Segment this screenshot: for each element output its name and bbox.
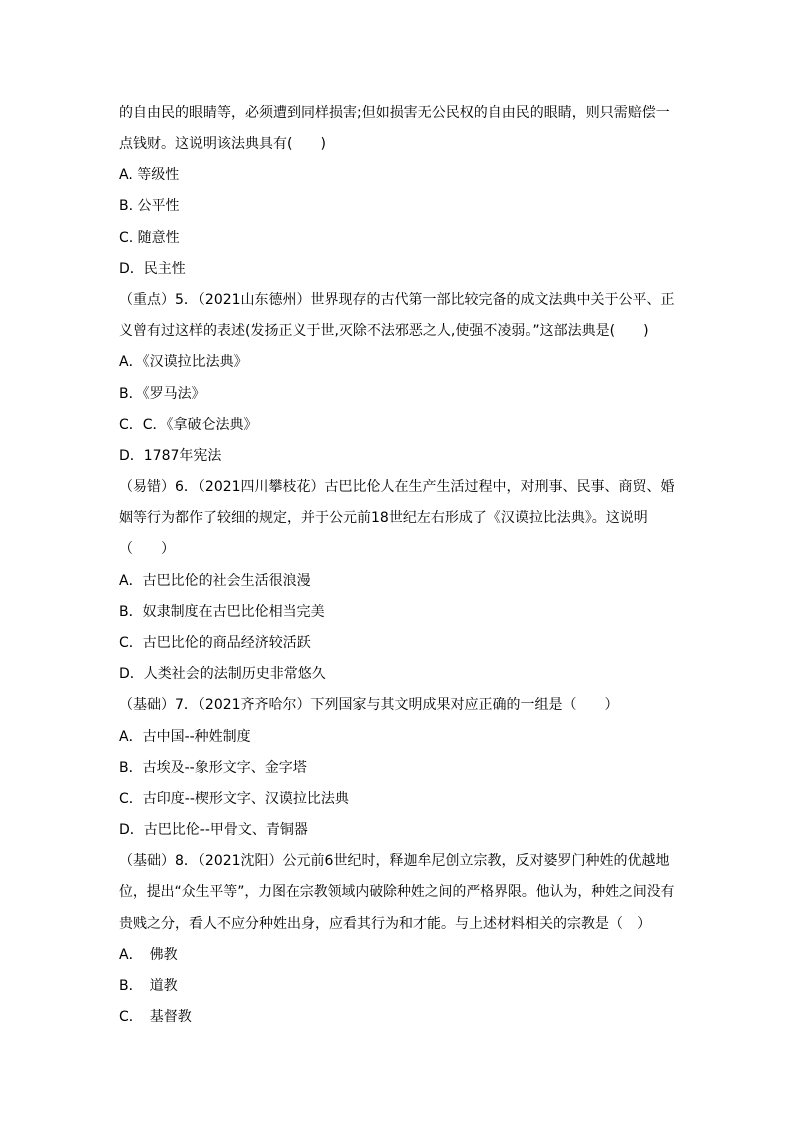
- question-4-option-a: A. 等级性: [119, 167, 180, 183]
- question-4-stem-line-2: 点钱财。这说明该法典具有( ): [119, 136, 326, 152]
- question-8-stem-line-3: 贵贱之分，看人不应分种姓出身，应看其行为和才能。与上述材料相关的宗教是（ ）: [119, 916, 651, 932]
- question-7-option-b: B．古埃及--象形文字、金字塔: [119, 760, 307, 776]
- question-4-option-c: C. 随意性: [119, 230, 180, 246]
- question-6-stem-line-1: （易错）6．（2021四川攀枝花）古巴比伦人在生产生活过程中，对刑事、民事、商贸、婚: [119, 479, 675, 495]
- question-6-stem-line-2: 姻等行为都作了较细的规定，并于公元前18世纪左右形成了《汉谟拉比法典》。这说明: [119, 510, 648, 526]
- question-5-option-d: D．1787年宪法: [119, 448, 222, 464]
- question-6-option-d: D．人类社会的法制历史非常悠久: [119, 666, 326, 682]
- question-4-option-b: B. 公平性: [119, 198, 180, 214]
- question-8-option-b: B． 道教: [119, 978, 178, 994]
- question-5-stem-line-2: 义曾有过这样的表述(发扬正义于世,灭除不法邪恶之人,使强不凌弱。”这部法典是( ): [119, 323, 649, 339]
- question-6-answer-blank: （ ）: [119, 541, 175, 557]
- question-5-option-c: C．C．《拿破仑法典》: [119, 417, 258, 433]
- question-8-stem-line-1: （基础）8．（2021沈阳）公元前6世纪时，释迦牟尼创立宗教，反对婆罗门种姓的优越地: [119, 853, 670, 869]
- question-7-option-c: C．古印度--楔形文字、汉谟拉比法典: [119, 791, 349, 807]
- question-5-option-a: A．《汉谟拉比法典》: [119, 354, 248, 370]
- question-6-option-b: B．奴隶制度在古巴比伦相当完美: [119, 604, 325, 620]
- question-8-option-c: C． 基督教: [119, 1009, 192, 1025]
- question-7-stem: （基础）7．（2021齐齐哈尔）下列国家与其文明成果对应正确的一组是（ ）: [119, 697, 619, 713]
- question-6-option-c: C．古巴比伦的商品经济较活跃: [119, 635, 311, 651]
- question-8-option-a: A． 佛教: [119, 947, 178, 963]
- question-6-option-a: A．古巴比伦的社会生活很浪漫: [119, 573, 311, 589]
- question-4-stem-line-1: 的自由民的眼睛等，必须遭到同样损害;但如损害无公民权的自由民的眼睛，则只需赔偿一: [119, 105, 670, 121]
- question-8-stem-line-2: 位，提出“众生平等”，力图在宗教领域内破除种姓之间的严格界限。他认为，种姓之间没有: [119, 884, 675, 900]
- question-7-option-d: D．古巴比伦--甲骨文、青铜器: [119, 822, 308, 838]
- question-5-stem-line-1: （重点）5．（2021山东德州）世界现存的古代第一部比较完备的成文法典中关于公平、正: [119, 292, 675, 308]
- question-7-option-a: A．古中国--种姓制度: [119, 729, 251, 745]
- question-5-option-b: B．《罗马法》: [119, 386, 206, 402]
- question-4-option-d: D．民主性: [119, 261, 186, 277]
